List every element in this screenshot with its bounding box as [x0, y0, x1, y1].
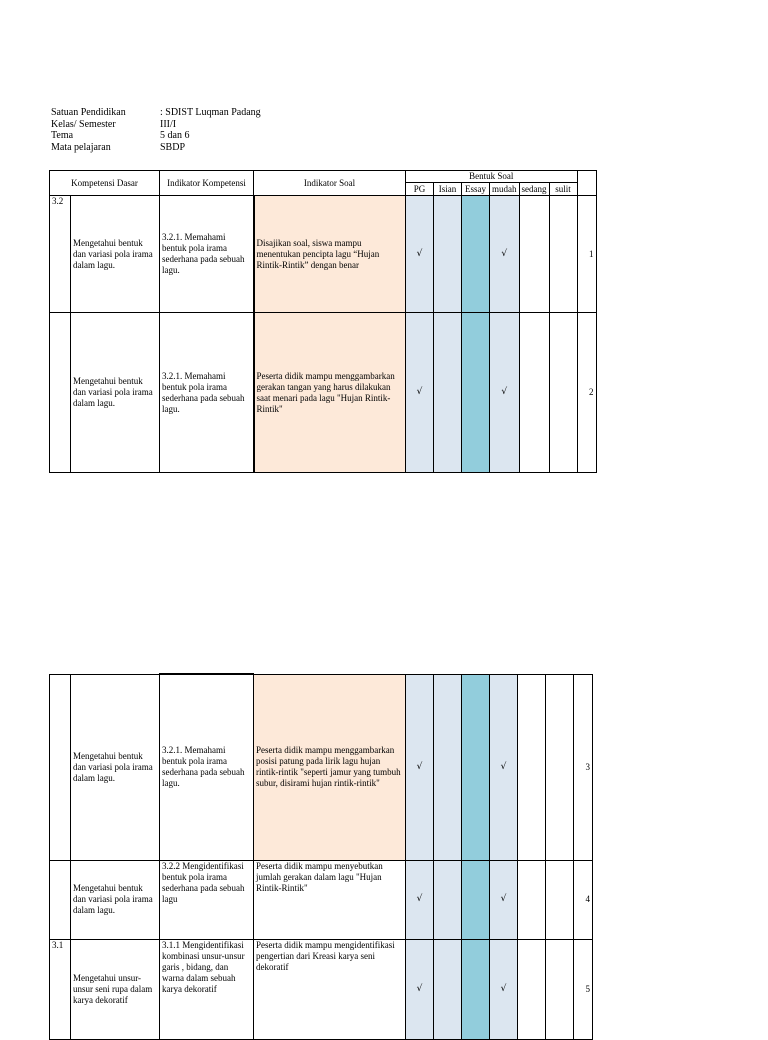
table-row — [50, 860, 593, 939]
kompetensi-dasar-cell: Mengetahui bentuk dan variasi pola irama dalam lagu. — [71, 196, 160, 313]
table-row — [50, 196, 597, 313]
header-sedang: sedang — [519, 183, 549, 196]
info-label: Satuan Pendidikan — [51, 107, 126, 118]
sedang-cell — [518, 674, 546, 860]
essay-cell — [462, 196, 490, 313]
kisi-kisi-table-page-2 — [49, 673, 593, 1040]
document-info — [51, 107, 261, 153]
header-essay: Essay — [462, 183, 490, 196]
indikator-kompetensi-cell: 3.2.1. Memahami bentuk pola irama sederhana pada sebuah lagu. — [160, 196, 254, 313]
header-bentuk-soal: Bentuk Soal — [406, 171, 578, 183]
mudah-check: √ — [490, 196, 520, 313]
mudah-check: √ — [490, 313, 520, 473]
question-number: 5 — [574, 939, 593, 1039]
question-number: 2 — [577, 313, 596, 473]
info-value: 5 dan 6 — [160, 130, 190, 141]
info-label: Mata pelajaran — [51, 141, 111, 153]
sulit-cell — [549, 313, 577, 473]
kompetensi-dasar-cell: Mengetahui unsur-unsur seni rupa dalam karya dekoratif — [71, 939, 160, 1039]
question-number: 4 — [574, 860, 593, 939]
isian-cell — [434, 196, 462, 313]
sedang-cell — [518, 939, 546, 1039]
header-nomor — [577, 171, 596, 196]
info-label: Kelas/ Semester — [51, 118, 116, 130]
sedang-cell — [518, 860, 546, 939]
pg-check: √ — [406, 196, 434, 313]
header-sulit: sulit — [549, 183, 577, 196]
table-row — [50, 674, 593, 860]
info-label: Tema — [51, 130, 74, 141]
info-value: : SDIST Luqman Padang — [160, 107, 261, 118]
info-row-kelas — [51, 119, 261, 131]
isian-cell — [434, 860, 462, 939]
question-number: 1 — [577, 196, 596, 313]
indikator-soal-cell: Peserta didik mampu mengidentifikasi pengertian dari Kreasi karya seni dekoratif — [254, 939, 406, 1039]
kompetensi-dasar-cell: Mengetahui bentuk dan variasi pola irama dalam lagu. — [71, 860, 160, 939]
indikator-soal-cell: Disajikan soal, siswa mampu menentukan pencipta lagu “Hujan Rintik-Rintik” dengan benar — [254, 196, 406, 313]
indikator-soal-cell: Peserta didik mampu menggambarkan posisi patung pada lirik lagu hujan rintik-rintik "seperti jamur yang tumbuh subur, disirami hujan rintik-rintik" — [254, 674, 406, 860]
indikator-soal-cell: Peserta didik mampu menyebutkan jumlah gerakan dalam lagu "Hujan Rintik-Rintik" — [254, 860, 406, 939]
mudah-check: √ — [490, 939, 518, 1039]
isian-cell — [434, 313, 462, 473]
header-pg: PG — [406, 183, 434, 196]
header-indikator-kompetensi: Indikator Kompetensi — [160, 171, 254, 196]
kd-number — [50, 860, 71, 939]
header-indikator-soal: Indikator Soal — [254, 171, 406, 196]
info-row-mapel — [51, 142, 261, 154]
sulit-cell — [546, 939, 574, 1039]
pg-check: √ — [406, 939, 434, 1039]
essay-cell — [462, 313, 490, 473]
pg-check: √ — [406, 860, 434, 939]
info-value: III/I — [160, 118, 177, 130]
header-isian: Isian — [434, 183, 462, 196]
indikator-soal-cell: Peserta didik mampu menggambarkan gerakan tangan yang harus dilakukan saat menari pada lagu "Hujan Rintik-Rintik" — [254, 313, 406, 473]
mudah-check: √ — [490, 860, 518, 939]
info-row-tema — [51, 130, 261, 142]
pg-check: √ — [406, 674, 434, 860]
indikator-kompetensi-cell: 3.2.2 Mengidentifikasi bentuk pola irama sederhana pada sebuah lagu — [160, 860, 254, 939]
indikator-kompetensi-cell: 3.2.1. Memahami bentuk pola irama sederhana pada sebuah lagu. — [160, 674, 254, 860]
header-mudah: mudah — [490, 183, 520, 196]
sulit-cell — [546, 674, 574, 860]
kompetensi-dasar-cell: Mengetahui bentuk dan variasi pola irama dalam lagu. — [71, 313, 160, 473]
indikator-kompetensi-cell: 3.1.1 Mengidentifikasi kombinasi unsur-unsur garis , bidang, dan warna dalam sebuah karya dekoratif — [160, 939, 254, 1039]
table-row — [50, 313, 597, 473]
kd-number: 3.2 — [50, 196, 71, 313]
table-row — [50, 939, 593, 1039]
isian-cell — [434, 674, 462, 860]
isian-cell — [434, 939, 462, 1039]
essay-cell — [462, 674, 490, 860]
info-row-satuan — [51, 107, 261, 119]
sedang-cell — [519, 313, 549, 473]
question-number: 3 — [574, 674, 593, 860]
essay-cell — [462, 939, 490, 1039]
sulit-cell — [549, 196, 577, 313]
mudah-check: √ — [490, 674, 518, 860]
header-kompetensi-dasar: Kompetensi Dasar — [50, 171, 160, 196]
kompetensi-dasar-cell: Mengetahui bentuk dan variasi pola irama dalam lagu. — [71, 674, 160, 860]
pg-check: √ — [406, 313, 434, 473]
sedang-cell — [519, 196, 549, 313]
sulit-cell — [546, 860, 574, 939]
kd-number — [50, 674, 71, 860]
essay-cell — [462, 860, 490, 939]
kd-number: 3.1 — [50, 939, 71, 1039]
info-value: SBDP — [160, 141, 186, 153]
kisi-kisi-table-page-1 — [49, 170, 597, 473]
indikator-kompetensi-cell: 3.2.1. Memahami bentuk pola irama sederhana pada sebuah lagu. — [160, 313, 254, 473]
kd-number — [50, 313, 71, 473]
